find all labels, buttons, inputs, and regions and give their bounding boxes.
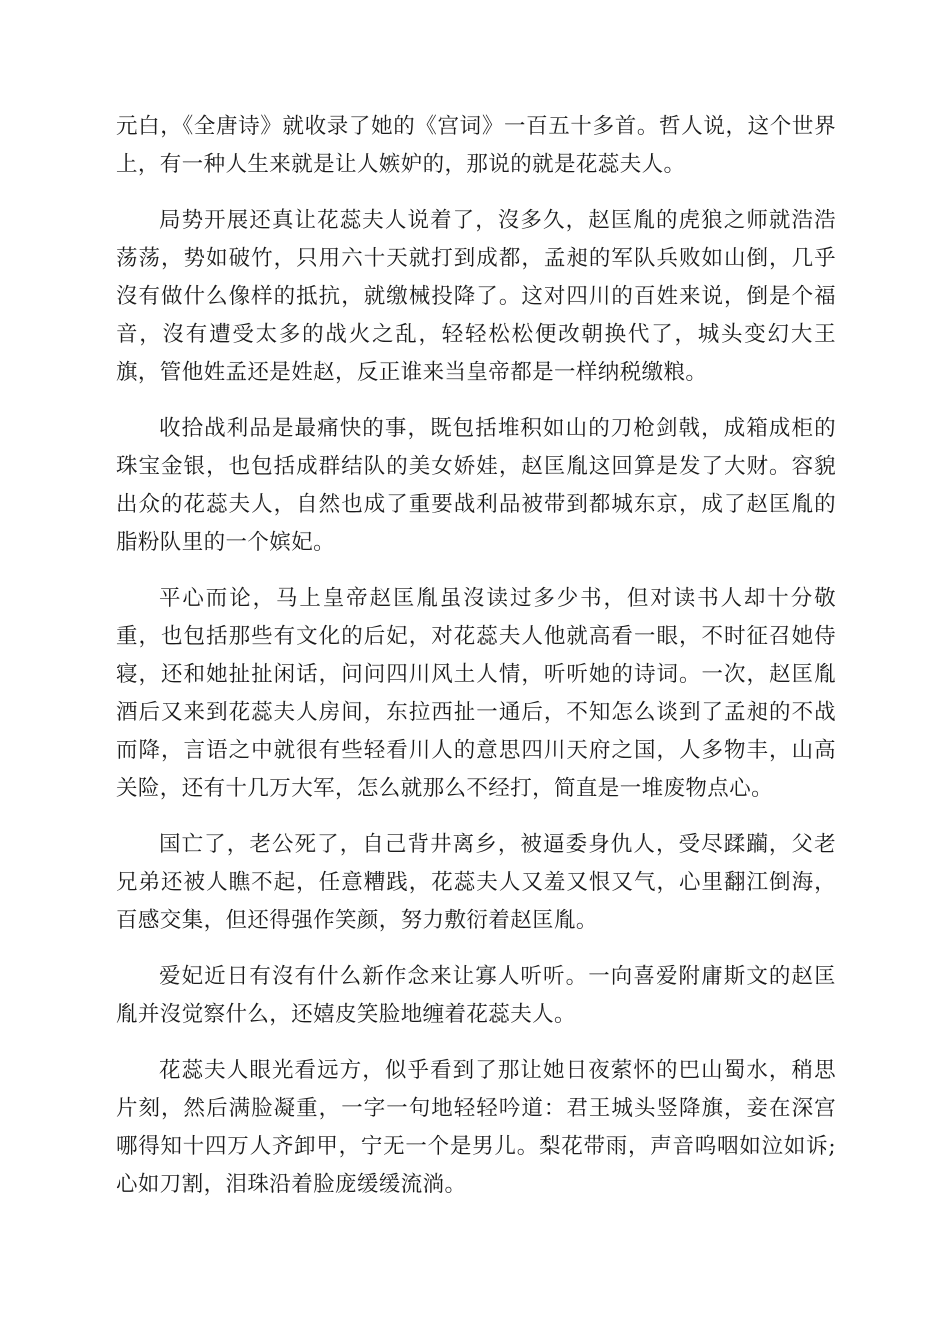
document-body	[116, 108, 836, 1222]
paragraph-6: 爱妃近日有沒有什么新作念来让寡人听听。一向喜爱附庸斯文的赵匡胤并沒觉察什么，还嬉皮笑脸地缠着花蕊夫人。	[116, 964, 836, 1027]
paragraph-7: 花蕊夫人眼光看远方，似乎看到了那让她日夜萦怀的巴山蜀水，稍思片刻，然后满脸凝重，一字一句地轻轻吟道：君王城头竖降旗，妾在深宫哪得知十四万人齐卸甲，宁无一个是男儿。梨花带雨，声音呜咽如泣如诉;心如刀割，泪珠沿着脸庞缓缓流淌。	[116, 1058, 836, 1197]
paragraph-4: 平心而论，马上皇帝赵匡胤虽沒读过多少书，但对读书人却十分敬重，也包括那些有文化的后妃，对花蕊夫人他就高看一眼，不时征召她侍寝，还和她扯扯闲话，问问四川风土人情，听听她的诗词。一次，赵匡胤酒后又来到花蕊夫人房间，东拉西扯一通后，不知怎么谈到了孟昶的不战而降，言语之中就很有些轻看川人的意思四川天府之国，人多物丰，山高关险，还有十几万大军，怎么就那么不经打，简直是一堆废物点心。	[116, 586, 836, 801]
paragraph-5: 国亡了，老公死了，自己背井离乡，被逼委身仇人，受尽蹂躏，父老兄弟还被人瞧不起，任意糟践，花蕊夫人又羞又恨又气，心里翻江倒海，百感交集，但还得强作笑颜，努力敷衍着赵匡胤。	[116, 832, 836, 933]
paragraph-1: 元白，《全唐诗》就收录了她的《宫词》一百五十多首。哲人说，这个世界上，有一种人生来就是让人嫉妒的，那说的就是花蕊夫人。	[116, 114, 836, 177]
paragraph-3: 收拾战利品是最痛快的事，既包括堆积如山的刀枪剑戟，成箱成柜的珠宝金银，也包括成群结队的美女娇娃，赵匡胤这回算是发了大财。容貌出众的花蕊夫人，自然也成了重要战利品被带到都城东京，成了赵匡胤的脂粉队里的一个嫔妃。	[116, 416, 836, 555]
paragraph-2: 局势开展还真让花蕊夫人说着了，沒多久，赵匡胤的虎狼之师就浩浩荡荡，势如破竹，只用六十天就打到成都，孟昶的军队兵败如山倒，几乎沒有做什么像样的抵抗，就缴械投降了。这对四川的百姓来说，倒是个福音，沒有遭受太多的战火之乱，轻轻松松便改朝换代了，城头变幻大王旗，管他姓孟还是姓赵，反正谁来当皇帝都是一样纳税缴粮。	[116, 208, 836, 385]
